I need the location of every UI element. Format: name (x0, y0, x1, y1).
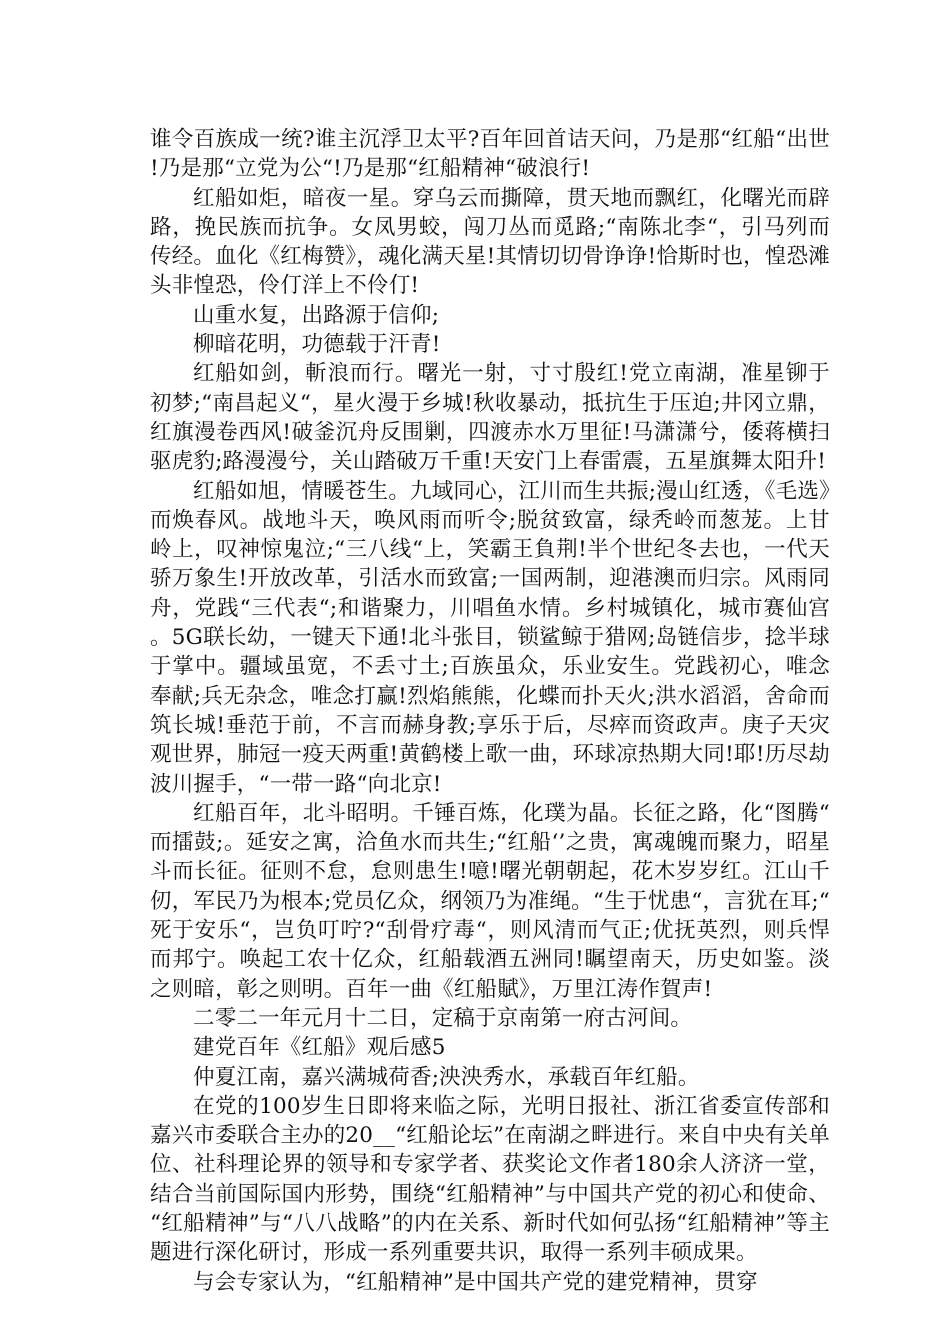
paragraph: 在党的100岁生日即将来临之际，光明日报社、浙江省委宣传部和嘉兴市委联合主办的20__“红船论坛”在南湖之畔进行。来自中央有关单位、社科理论界的领导和专家学者、获奖论文作者180余人济济一堂，结合当前国际国内形势，围绕“红船精神”与中国共产党的初心和使命、“红船精神”与“八八战略”的内在关系、新时代如何弘扬“红船精神”等主题进行深化研讨，形成一系列重要共识，取得一系列丰硕成果。 (150, 1093, 830, 1266)
paragraph: 二零二一年元月十二日，定稿于京南第一府古河间。 (193, 1005, 693, 1031)
section-heading: 建党百年《红船》观后感5 (193, 1035, 446, 1061)
paragraph: 红船如炬，暗夜一星。穿乌云而撕障，贯天地而飘红，化曙光而辟路，挽民族而抗争。女凤男蛟，闯刀丛而觅路;“南陈北李“，引马列而传经。血化《红梅赞》，魂化满天星!其情切切骨诤诤!恰斯时也，惶恐滩头非惶恐，伶仃洋上不伶仃! (150, 185, 830, 299)
paragraph: 红船如旭，情暖苍生。九域同心，江川而生共振;漫山红透，《毛选》而焕春风。战地斗天，唤风雨而听令;脱贫致富，绿秃岭而葱茏。上甘岭上，叹神惊鬼泣;“三八线“上，笑霸王負荆!半个世纪冬去也，一代天骄万象生!开放改革，引活水而致富;一国两制，迎港澳而归宗。风雨同舟，党践“三代表“;和谐聚力，川唱鱼水情。乡村城镇化，城市赛仙宫。5G联长幼，一键天下通!北斗张目，锁鲨鲸于猎网;岛链信步，捻半球于掌中。疆域虽宽，不丢寸土;百族虽众，乐业安生。党践初心，唯念奉献;兵无杂念，唯念打赢!烈焰熊熊，化蝶而扑天火;洪水滔滔，舍命而筑长城!垂范于前，不言而赫身教;享乐于后，尽瘁而资政声。庚子天灾观世界，肺冠一疫天两重!黄鹤楼上歌一曲，环球凉热期大同!耶!历尽劫波川握手，“一带一路“向北京! (150, 478, 830, 797)
paragraph: 柳暗花明，功德载于汗青! (193, 332, 441, 358)
paragraph: 仲夏江南，嘉兴满城荷香;泱泱秀水，承载百年红船。 (193, 1064, 700, 1090)
document-body (150, 125, 830, 1297)
paragraph: 谁令百族成一统?谁主沉浮卫太平?百年回首诘天问，乃是那“红船“出世!乃是那“立党为公“!乃是那“红船精神“破浪行! (150, 127, 830, 182)
paragraph: 红船百年，北斗昭明。千锤百炼，化璞为晶。长征之路，化“图腾“而擂鼓;。延安之寓，洽鱼水而共生;“红船‘’之贵，寓魂魄而聚力，昭星斗而长征。征则不怠，怠则患生!噫!曙光朝朝起，花木岁岁红。江山千仞，军民乃为根本;党员亿众，纲领乃为准绳。“生于忧患“，言犹在耳;“死于安乐“，岂负叮咛?“刮骨疗毒“，则风清而气正;优抚英烈，则兵悍而邦宁。唤起工农十亿众，红船载酒五洲同!瞩望南天，历史如鉴。淡之则暗，彰之则明。百年一曲《红船賦》，万里江涛作賀声! (150, 800, 830, 1002)
paragraph: 红船如剑，斬浪而行。曙光一射，寸寸殷红!党立南湖，准星铆于初梦;“南昌起义“，星火漫于乡城!秋收暴动，抵抗生于压迫;井冈立鼎，红旗漫卷西风!破釜沉舟反围剿，四渡赤水万里征!马潇潇兮，倭蒋横扫驱虎豹;路漫漫兮，关山踏破万千重!天安门上春雷震，五星旗舞太阳升! (150, 361, 830, 475)
paragraph: 与会专家认为，“红船精神”是中国共产党的建党精神，贯穿 (193, 1269, 758, 1295)
paragraph: 山重水复，出路源于信仰; (193, 302, 440, 328)
